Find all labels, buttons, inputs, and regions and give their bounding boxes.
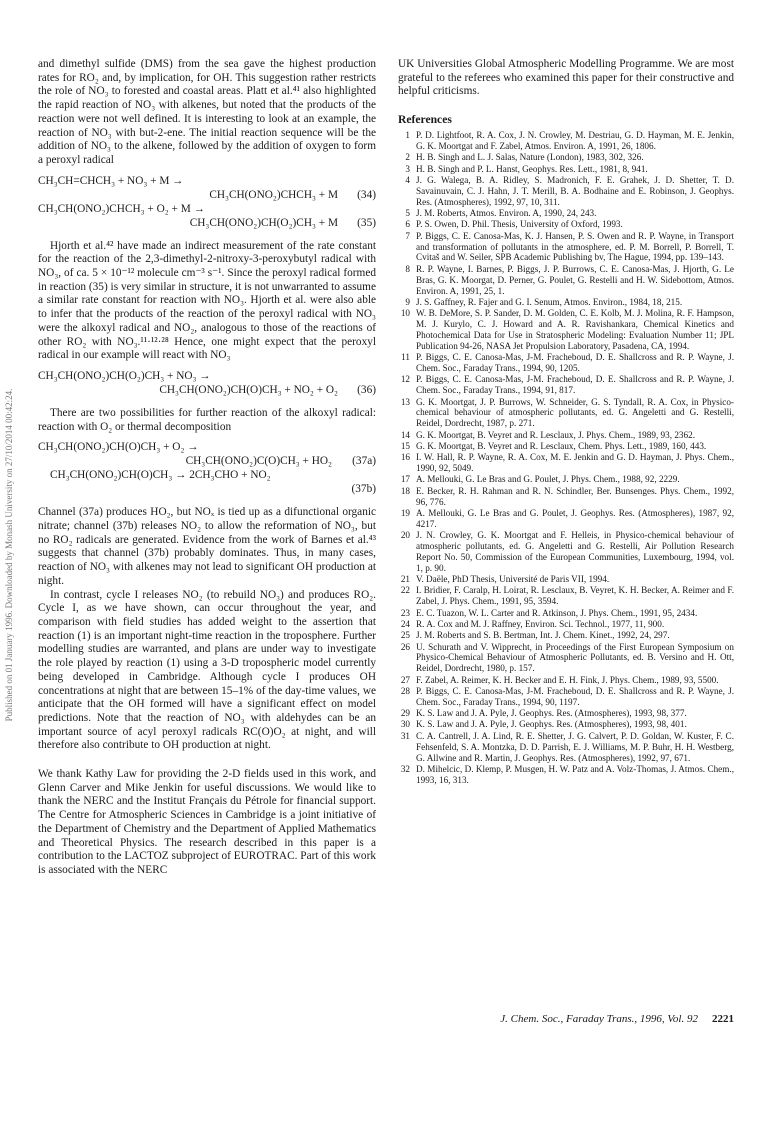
- reference-text: P. Biggs, C. E. Canosa-Mas, J-M. Fracheboud, D. E. Shallcross and R. P. Wayne, J. Chem. Soc., Faraday Trans., 1994, 90, 1205.: [416, 352, 734, 374]
- reference-text: G. K. Moortgat, J. P. Burrows, W. Schneider, G. S. Tyndall, R. A. Cox, in Physico-chemical behaviour of atmospheric pollutants, ed. G. Angeletti and G. Restelli, Reidel, Dordrecht, 1987, p. 271.: [416, 396, 734, 429]
- reference-number: 13: [400, 396, 410, 407]
- reference-item: [398, 308, 734, 352]
- reference-number: 24: [400, 618, 410, 629]
- reference-number: 1: [405, 130, 410, 141]
- reference-text: J. M. Roberts, Atmos. Environ. A, 1990, 24, 243.: [416, 208, 597, 219]
- reference-number: 31: [400, 730, 410, 741]
- equation-34-line2: CH₃CH(ONO₂)CHCH₃ + M (34): [209, 188, 376, 201]
- equation-number: (35): [357, 216, 376, 229]
- reference-item: [398, 397, 734, 430]
- reference-item: [398, 508, 734, 530]
- reference-text: G. K. Moortgat, B. Veyret and R. Lesclaux, Chem. Phys. Lett., 1989, 160, 443.: [416, 440, 707, 451]
- page-footer: [398, 1013, 734, 1025]
- reference-item: [398, 486, 734, 508]
- reference-text: J. S. Gaffney, R. Fajer and G. I. Senum, Atmos. Environ., 1984, 18, 215.: [416, 296, 683, 307]
- reference-number: 18: [400, 485, 410, 496]
- reference-text: D. Mihelcic, D. Klemp, P. Musgen, H. W. Patz and A. Volz-Thomas, J. Atmos. Chem., 1993, 16, 313.: [416, 763, 734, 785]
- reference-number: 23: [400, 607, 410, 618]
- reference-item: [398, 430, 734, 441]
- equation-37a-line1: CH₃CH(ONO₂)CH(O)CH₃ + O₂ →: [38, 441, 199, 454]
- page-number: 2221: [712, 1013, 734, 1025]
- equation-36-line2: CH₃CH(ONO₂)CH(O)CH₃ + NO₂ + O₂ (36): [159, 383, 376, 396]
- reference-item: [398, 264, 734, 297]
- reference-item: [398, 608, 734, 619]
- reference-text: J. M. Roberts and S. B. Bertman, Int. J. Chem. Kinet., 1992, 24, 297.: [416, 630, 670, 641]
- reference-item: [398, 352, 734, 374]
- reference-text: P. Biggs, C. E. Canosa-Mas, J-M. Fracheboud, D. E. Shallcross and R. P. Wayne, J. Chem. Soc., Faraday Trans., 1994, 91, 817.: [416, 374, 734, 396]
- reference-item: [398, 231, 734, 264]
- reference-number: 12: [400, 374, 410, 385]
- reference-number: 8: [405, 263, 410, 274]
- reference-text: U. Schurath and V. Wipprecht, in Proceedings of the First European Symposium on Physico-Chemical Behaviour of Atmospheric Pollutants, ed. B. Versino and H. Ott, Reidel, Dordrecht, 1980, p. 157.: [416, 641, 734, 674]
- reference-item: [398, 708, 734, 719]
- reference-item: [398, 374, 734, 396]
- reference-number: 7: [405, 230, 410, 241]
- equation-37a-line2: CH₃CH(ONO₂)C(O)CH₃ + HO₂ (37a): [185, 455, 376, 468]
- journal-citation: J. Chem. Soc., Faraday Trans., 1996, Vol. 92: [500, 1013, 698, 1025]
- reference-item: [398, 441, 734, 452]
- reference-number: 3: [405, 163, 410, 174]
- reference-item: [398, 764, 734, 786]
- paragraph: UK Universities Global Atmospheric Modelling Programme. We are most grateful to the referees who examined this paper for their constructive and helpful criticisms.: [398, 58, 734, 98]
- equation-37b-line1: CH₃CH(ONO₂)CH(O)CH₃ → 2CH₃CHO + NO₂: [50, 469, 271, 482]
- reference-number: 5: [405, 208, 410, 219]
- references-heading: References: [398, 113, 452, 127]
- reference-number: 15: [400, 440, 410, 451]
- reference-item: [398, 630, 734, 641]
- reference-item: [398, 731, 734, 764]
- reference-number: 28: [400, 685, 410, 696]
- reference-item: [398, 208, 734, 219]
- reference-number: 9: [405, 296, 410, 307]
- reference-text: K. S. Law and J. A. Pyle, J. Geophys. Res. (Atmospheres), 1993, 98, 377.: [416, 708, 687, 719]
- equation-37b-line2: [38, 483, 376, 497]
- reference-number: 2: [405, 152, 410, 163]
- reference-text: R. P. Wayne, I. Barnes, P. Biggs, J. P. Burrows, C. E. Canosa-Mas, J. Hjorth, G. Le Bras, G. K. Moorgat, D. Perner, G. Poulet, G. Restelli and H. W. Sidebottom, Atmos. Environ. A, 1991, 25, 1.: [416, 263, 734, 296]
- reference-item: [398, 675, 734, 686]
- reference-number: 19: [400, 507, 410, 518]
- reference-number: 29: [400, 708, 410, 719]
- reference-text: K. S. Law and J. A. Pyle, J. Geophys. Res. (Atmospheres), 1993, 98, 401.: [416, 719, 687, 730]
- reference-number: 30: [400, 719, 410, 730]
- reference-text: G. K. Moortgat, B. Veyret and R. Lesclaux, J. Phys. Chem., 1989, 93, 2362.: [416, 429, 696, 440]
- equation-35-line2: CH₃CH(ONO₂)CH(O₂)CH₃ + M (35): [189, 216, 376, 229]
- reference-text: I. Bridier, F. Caralp, H. Loirat, R. Lesclaux, B. Veyret, K. H. Becker, A. Reimer and F. Zabel, J. Phys. Chem., 1991, 95, 3594.: [416, 585, 734, 607]
- reference-number: 10: [400, 308, 410, 319]
- reference-number: 22: [400, 585, 410, 596]
- reference-item: [398, 474, 734, 485]
- download-notice: [2, 255, 16, 855]
- reference-text: I. W. Hall, R. P. Wayne, R. A. Cox, M. E. Jenkin and G. D. Hayman, J. Phys. Chem., 1990, 92, 5049.: [416, 452, 734, 474]
- reference-item: [398, 130, 734, 152]
- reference-text: C. A. Cantrell, J. A. Lind, R. E. Shetter, J. G. Calvert, P. D. Goldan, W. Kuster, F. C. Fehsenfeld, S. A. Montzka, D. D. Parrish, E. J. Williams, M. P. Buhr, H. H. Westberg, G. Allwine and R. Martin, J. Geophys. Res. (Atmospheres), 1992, 97, 671.: [416, 730, 734, 763]
- equation-number: (36): [357, 383, 376, 396]
- reference-item: [398, 164, 734, 175]
- reference-item: [398, 719, 734, 730]
- reference-text: P. Biggs, C. E. Canosa-Mas, K. J. Hansen, P. S. Owen and R. P. Wayne, in Transport and transformation of pollutants in the atmosphere, ed. P. M. Borrell, P. Borrell, T. Cvitaš and W. Seiler, SPB Academic Publishing bv, The Hague, 1994, pp. 139–143.: [416, 230, 734, 263]
- reference-number: 21: [400, 574, 410, 585]
- reference-item: [398, 452, 734, 474]
- reference-number: 6: [405, 219, 410, 230]
- reference-text: E. C. Tuazon, W. L. Carter and R. Atkinson, J. Phys. Chem., 1991, 95, 2434.: [416, 607, 698, 618]
- equation-36-line1: CH₃CH(ONO₂)CH(O₂)CH₃ + NO₃ →: [38, 369, 211, 382]
- paragraph: Channel (37a) produces HO₂, but NOₓ is tied up as a difunctional organic nitrate; channel (37b) releases NO₂ to allow the reformation of NO₃, but no RO₂ radicals are generated. Evidence from the work of Barnes et al.⁴³ suggests that channel (37b) probably dominates. Thus, in many cases, reaction of NO₃ with alkenes may not lead to significant OH production at night.: [38, 506, 376, 587]
- paragraph: There are two possibilities for further reaction of the alkoxyl radical: reaction with O₂ or thermal decomposition: [38, 406, 376, 433]
- reference-item: [398, 175, 734, 208]
- reference-number: 26: [400, 641, 410, 652]
- reference-item: [398, 574, 734, 585]
- reference-text: P. D. Lightfoot, R. A. Cox, J. N. Crowley, M. Destriau, G. D. Hayman, M. E. Jenkin, G. K. Moortgat and F. Zabel, Atmos. Environ. A, 1991, 26, 1806.: [416, 130, 734, 152]
- reference-item: [398, 219, 734, 230]
- reference-number: 27: [400, 674, 410, 685]
- reference-number: 16: [400, 452, 410, 463]
- equation-35-line1: CH₃CH(ONO₂)CHCH₃ + O₂ + M →: [38, 202, 205, 215]
- reference-text: W. B. DeMore, S. P. Sander, D. M. Golden, C. E. Kolb, M. J. Molina, R. F. Hampson, M. J. Kurylo, C. J. Howard and A. R. Ravishankara, Chemical Kinetics and Photochemical Data for Use in Stratospheric Modeling: Evaluation Number 11; JPL Publication 94-26, NASA Jet Propulsion Laboratory, Pasadena, CA, 1994.: [416, 308, 734, 351]
- reference-text: P. S. Owen, D. Phil. Thesis, University of Oxford, 1993.: [416, 219, 623, 230]
- equation-34-line1: CH₃CH=CHCH₃ + NO₃ + M →: [38, 174, 184, 187]
- equation-number: (34): [357, 188, 376, 201]
- reference-number: 20: [400, 530, 410, 541]
- reference-text: P. Biggs, C. E. Canosa-Mas, J-M. Fracheboud, D. E. Shallcross and R. P. Wayne, J. Chem. Soc., Faraday Trans., 1994, 90, 1197.: [416, 685, 734, 707]
- reference-item: [398, 585, 734, 607]
- reference-text: J. G. Walega, B. A. Ridley, S. Madronich, F. E. Grahek, J. D. Shetter, T. D. Savainuvain, C. J. Hahn, J. T. Merill, B. A. Bodhaine and E. Robinson, J. Geophys. Res. (Atmospheres), 1992, 97, 10, 311.: [416, 174, 734, 207]
- reference-item: [398, 152, 734, 163]
- reference-item: [398, 619, 734, 630]
- paragraph: In contrast, cycle I releases NO₂ (to rebuild NO₃) and produces RO₂. Cycle I, as we have shown, can occur throughout the year, and comparison with field studies has added weight to the assertion that reaction (1) is an important night-time reaction in the troposphere. Further modelling studies are warranted, and plans are under way to investigate the role played by reaction (1) using a 3-D tropospheric model currently being developed in Cambridge. Although cycle I produces OH concentrations at night that are between 15–1% of the day-time values, we anticipate that the OH formed will have a significant effect on model predictions. Note that the reaction of NO₃ with aldehydes can be an important source of acyl peroxyl radicals RC(O)O₂ at night, and will therefore also contribute to OH production at night.: [38, 588, 376, 752]
- reference-item: [398, 686, 734, 708]
- left-column: [38, 58, 376, 878]
- reference-text: V. Daële, PhD Thesis, Université de Paris VII, 1994.: [416, 574, 610, 585]
- download-notice-text: Published on 01 January 1996. Downloaded by Monash University on 27/10/2014 00:42:24.: [4, 388, 14, 722]
- reference-text: A. Mellouki, G. Le Bras and G. Poulet, J. Phys. Chem., 1988, 92, 2229.: [416, 474, 680, 485]
- equation-number: (37a): [352, 455, 376, 468]
- reference-text: J. N. Crowley, G. K. Moortgat and F. Helleis, in Physico-chemical behaviour of atmospheric pollutants, ed. G. Angeletti and G. Restelli, Air Pollution Research Report No. 50, Commission of the European Communities, Luxembourg, 1994, vol. 1, p. 90.: [416, 530, 734, 573]
- paragraph: and dimethyl sulfide (DMS) from the sea gave the highest production rates for RO₂ and, by implication, for OH. This suggestion rather restricts the role of NO₃ to forested and coastal areas. Platt et al.⁴¹ also highlighted the rapid reaction of NO₃ with alkenes, but noted that the products of the reaction were not well defined. It is interesting to look at an example, the reaction of NO₃ with but-2-ene. The initial reaction sequence will be the addition of NO₃ to the alkene, followed by the addition of oxygen to form a peroxyl radical: [38, 58, 376, 166]
- equation-number: (37b): [351, 483, 376, 496]
- reference-number: 32: [400, 763, 410, 774]
- reference-number: 17: [400, 474, 410, 485]
- paragraph: Hjorth et al.⁴² have made an indirect measurement of the rate constant for the reaction of the 2,3-dimethyl-2-nitroxy-3-peroxybutyl radical with NO₃, of ca. 5 × 10⁻¹² molecule cm⁻³ s⁻¹. Since the peroxyl radical formed in reaction (35) is very similar in structure, it is not unwarranted to assume a similar rate constant for reaction with NO₃. Hjorth et al. were also able to infer that the products of the reaction of the peroxyl radical with NO₃ were the alkoxyl radical and NO₂, analogous to those of the reactions of other RO₂ with NO₃.¹¹·¹²·²⁸ Hence, one might expect that the peroxyl radical in our example will react with NO₃: [38, 239, 376, 362]
- reference-item: [398, 530, 734, 574]
- reference-number: 14: [400, 429, 410, 440]
- reference-number: 11: [401, 352, 410, 363]
- right-column: [398, 58, 734, 786]
- reference-text: H. B. Singh and P. L. Hanst, Geophys. Res. Lett., 1981, 8, 941.: [416, 163, 648, 174]
- reference-text: E. Becker, R. H. Rahman and R. N. Schindler, Ber. Bunsenges. Phys. Chem., 1992, 96, 776.: [416, 485, 734, 507]
- reference-item: [398, 297, 734, 308]
- reference-text: F. Zabel, A. Reimer, K. H. Becker and E. H. Fink, J. Phys. Chem., 1989, 93, 5500.: [416, 674, 719, 685]
- reference-text: A. Mellouki, G. Le Bras and G. Poulet, J. Geophys. Res. (Atmospheres), 1987, 92, 4217.: [416, 507, 734, 529]
- reference-item: [398, 642, 734, 675]
- reference-list: [398, 130, 734, 786]
- reference-text: H. B. Singh and L. J. Salas, Nature (London), 1983, 302, 326.: [416, 152, 644, 163]
- reference-text: R. A. Cox and M. J. Raffney, Environ. Sci. Technol., 1977, 11, 900.: [416, 618, 665, 629]
- acknowledgements: We thank Kathy Law for providing the 2-D fields used in this work, and Glenn Carver and Mike Jenkin for useful discussions. We would like to thank the NERC and the Institut Français du Pétrole for financial support. The Centre for Atmospheric Sciences in Cambridge is a joint initiative of the Department of Chemistry and the Department of Applied Mathematics and Theoretical Physics. The research described in this paper is a contribution to the LACTOZ subproject of EUROTRAC. Part of this work is associated with the NERC: [38, 768, 376, 876]
- reference-number: 25: [400, 630, 410, 641]
- reference-number: 4: [405, 174, 410, 185]
